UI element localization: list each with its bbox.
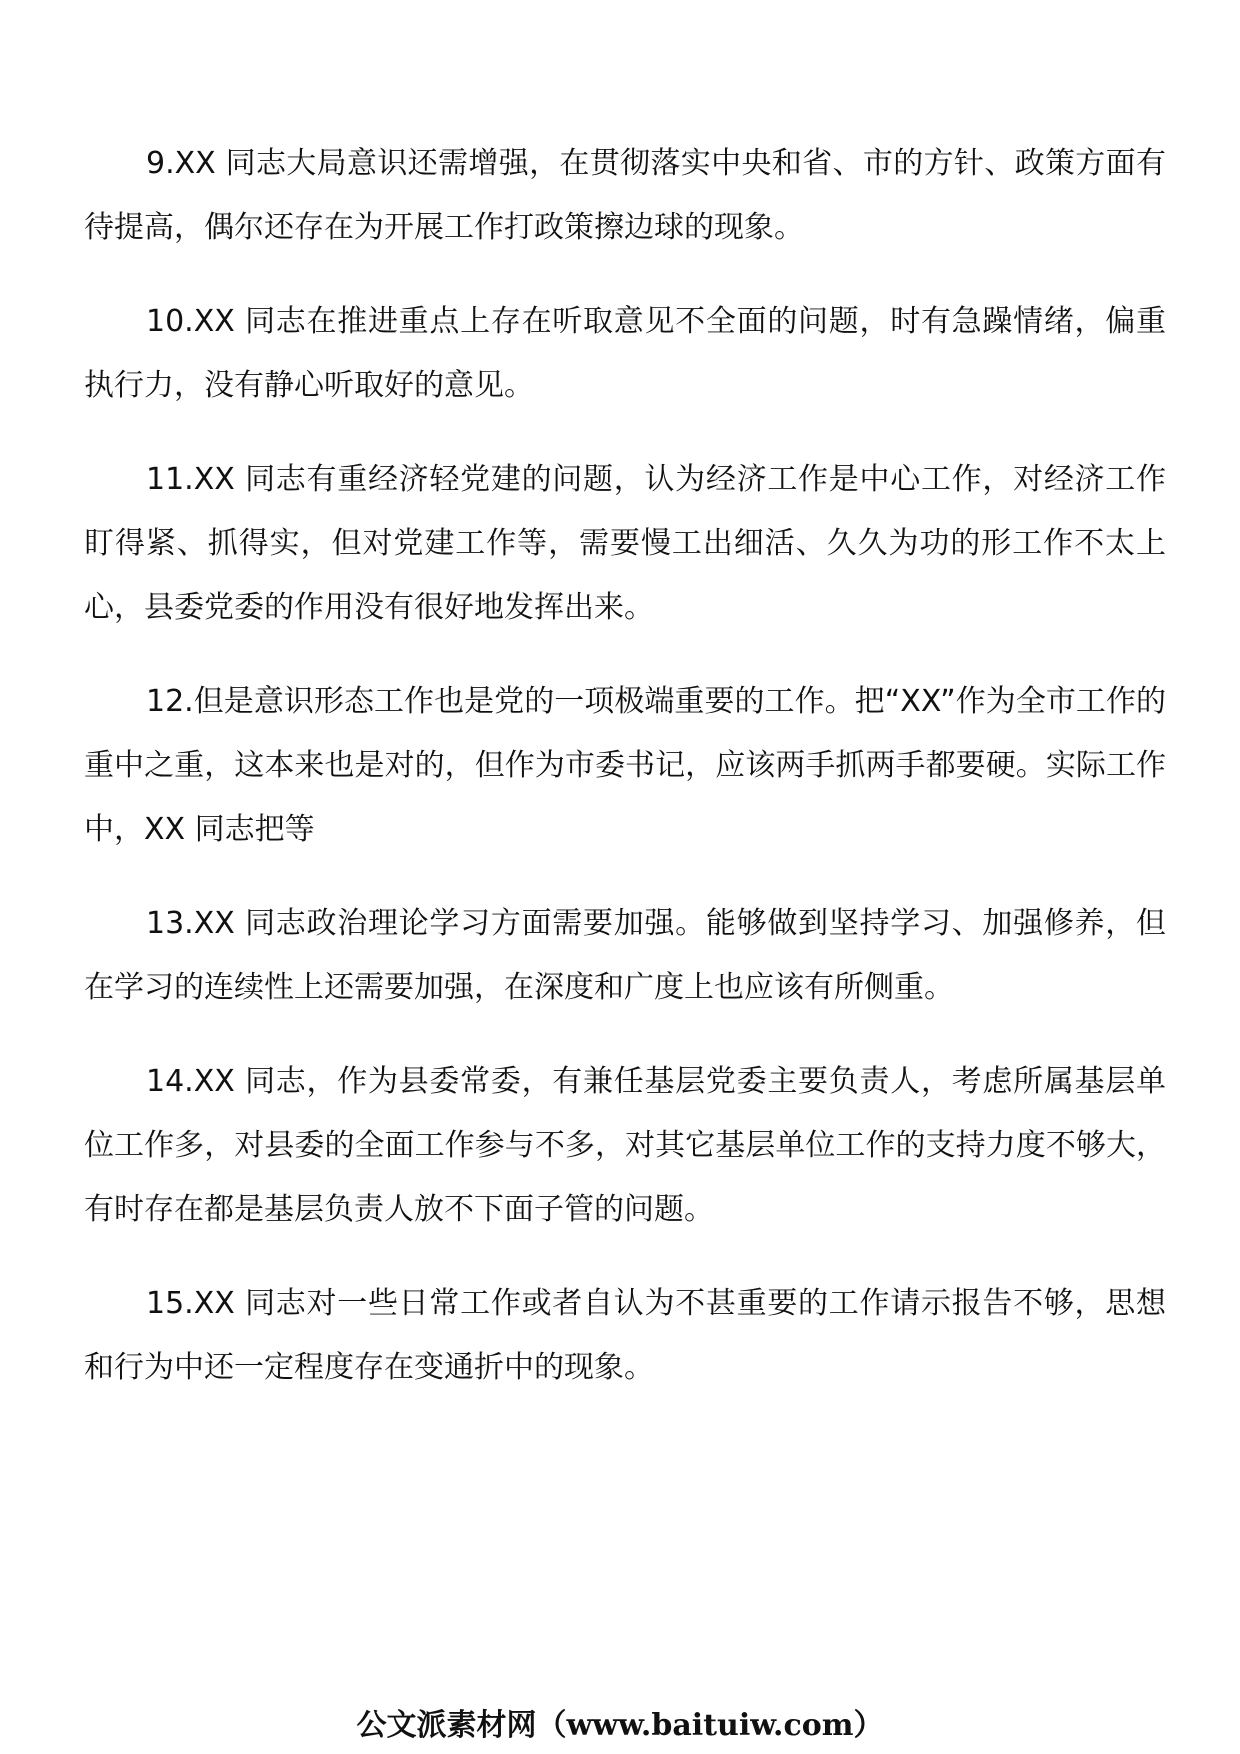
document-body [84, 132, 1166, 1430]
paragraph-11: 11.XX 同志有重经济轻党建的问题，认为经济工作是中心工作，对经济工作盯得紧、抓得实，但对党建工作等，需要慢工出细活、久久为功的形工作不太上心，县委党委的作用没有很好地发挥出来。 [84, 462, 1166, 625]
paragraph-9: 9.XX 同志大局意识还需增强，在贯彻落实中央和省、市的方针、政策方面有待提高，偶尔还存在为开展工作打政策擦边球的现象。 [84, 146, 1166, 245]
paragraph-14: 14.XX 同志，作为县委常委，有兼任基层党委主要负责人，考虑所属基层单位工作多，对县委的全面工作参与不多，对其它基层单位工作的支持力度不够大，有时存在都是基层负责人放不下面子管的问题。 [84, 1064, 1166, 1227]
paragraph-12: 12.但是意识形态工作也是党的一项极端重要的工作。把“XX”作为全市工作的重中之重，这本来也是对的，但作为市委书记，应该两手抓两手都要硬。实际工作中，XX 同志把等 [84, 684, 1166, 847]
paragraph-10: 10.XX 同志在推进重点上存在听取意见不全面的问题，时有急躁情绪，偏重执行力，没有静心听取好的意见。 [84, 304, 1166, 403]
paragraph-15: 15.XX 同志对一些日常工作或者自认为不甚重要的工作请示报告不够，思想和行为中还一定程度存在变通折中的现象。 [84, 1286, 1166, 1385]
paragraph-13: 13.XX 同志政治理论学习方面需要加强。能够做到坚持学习、加强修养，但在学习的连续性上还需要加强，在深度和广度上也应该有所侧重。 [84, 906, 1166, 1005]
footer-watermark: 公文派素材网（www.baituiw.com） [356, 1708, 884, 1743]
